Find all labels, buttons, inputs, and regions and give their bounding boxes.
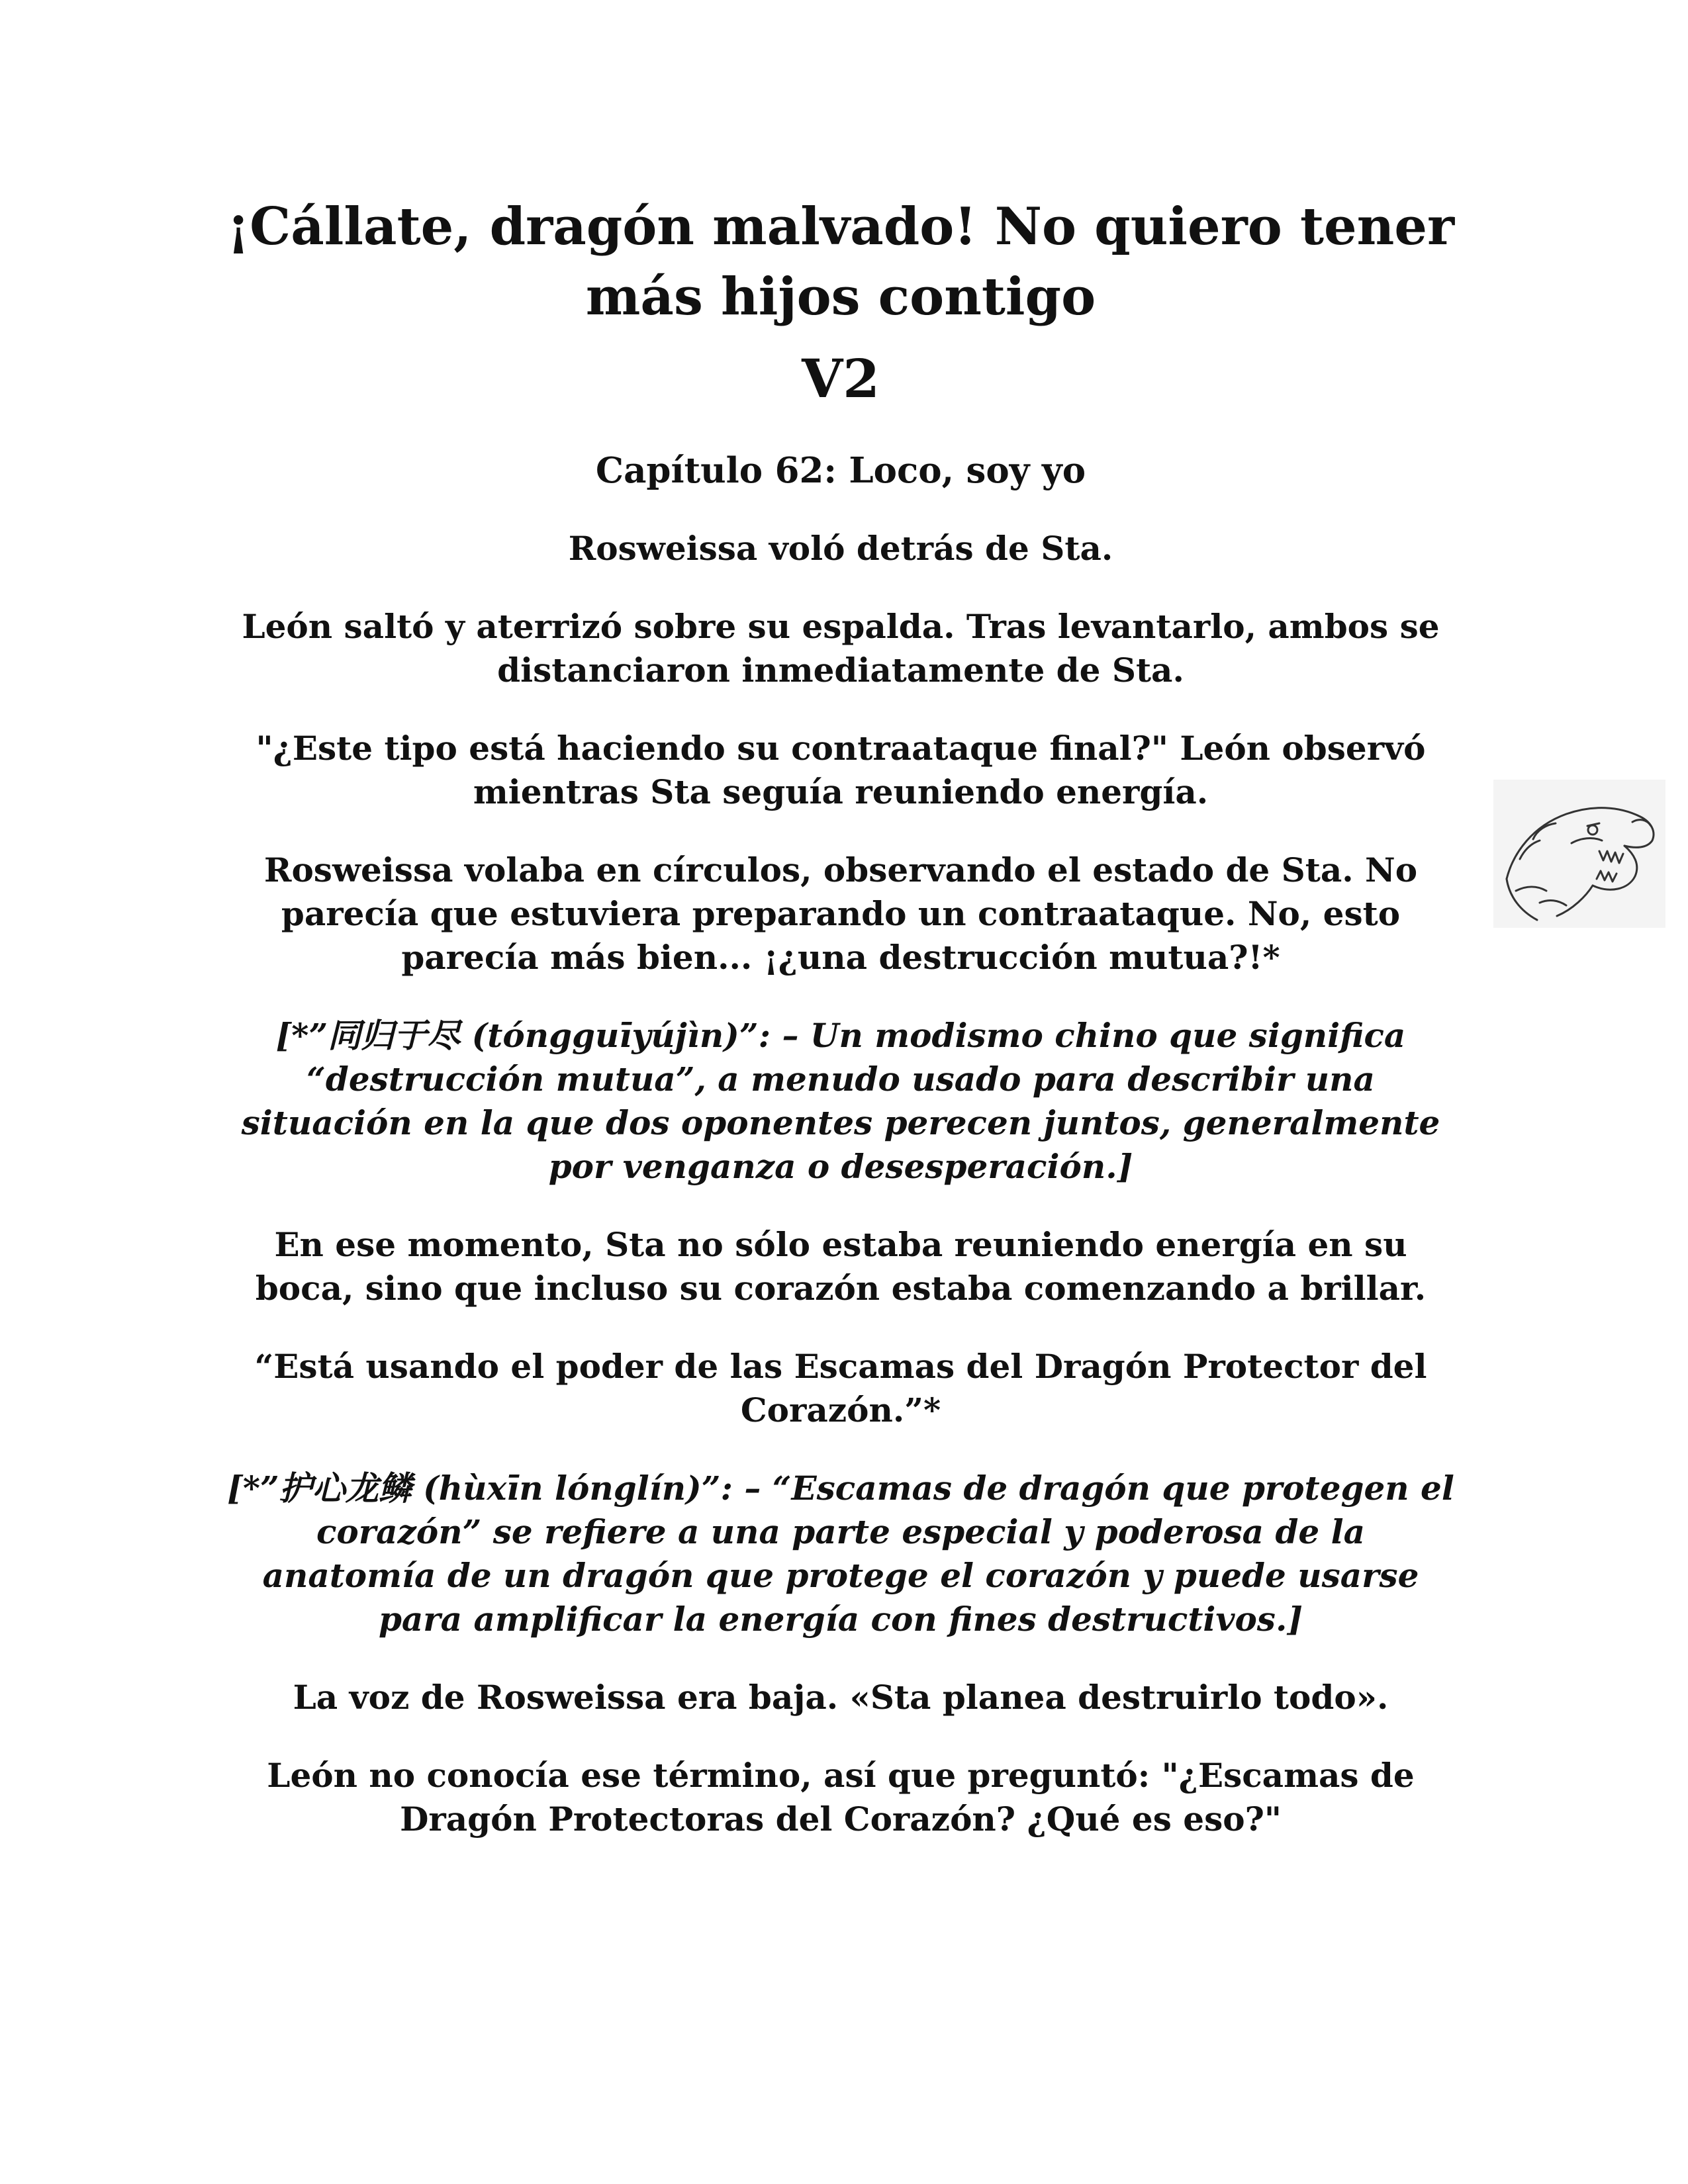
document-body bbox=[225, 192, 1456, 1841]
paragraph: Rosweissa volaba en círculos, observando el estado de Sta. No parecía que estuviera preparando un contraataque. No, esto parecía más bien... ¡¿una destrucción mutua?!* bbox=[263, 850, 1418, 977]
paragraph: Rosweissa voló detrás de Sta. bbox=[568, 529, 1113, 568]
chapter-heading: Capítulo 62: Loco, soy yo bbox=[595, 450, 1086, 491]
translator-note: [*”护心龙鳞 (hùxīn lónglín)”: – “Escamas de dragón que protegen el corazón” se refiere a una parte especial y poderosa de la anatomía de un dragón que protege el corazón y puede usarse para amplificar la energía con fines destructivos.] bbox=[227, 1469, 1454, 1639]
paragraph: León saltó y aterrizó sobre su espalda. Tras levantarlo, ambos se distanciaron inmediatamente de Sta. bbox=[242, 607, 1440, 690]
paragraph: "¿Este tipo está haciendo su contraataque final?" León observó mientras Sta seguía reuniendo energía. bbox=[256, 729, 1426, 811]
dragon-head-sketch-icon bbox=[1493, 780, 1665, 928]
document-title bbox=[225, 192, 1456, 332]
translator-note: [*”同归于尽 (tóngguīyújìn)”: – Un modismo chino que significa “destrucción mutua”, a menudo usado para describir una situación en la que dos oponentes perecen juntos, generalmente por venganza o desesperación.] bbox=[241, 1016, 1440, 1186]
title-line-2: más hijos contigo bbox=[585, 267, 1096, 327]
paragraph: “Está usando el poder de las Escamas del Dragón Protector del Corazón.”* bbox=[254, 1347, 1427, 1430]
paragraph: León no conocía ese término, así que preguntó: "¿Escamas de Dragón Protectoras del Corazón? ¿Qué es eso?" bbox=[267, 1756, 1415, 1839]
volume-label: V2 bbox=[802, 347, 880, 410]
paragraph: La voz de Rosweissa era baja. «Sta planea destruirlo todo». bbox=[293, 1678, 1389, 1717]
paragraph: En ese momento, Sta no sólo estaba reuniendo energía en su boca, sino que incluso su corazón estaba comenzando a brillar. bbox=[255, 1225, 1427, 1308]
title-line-1: ¡Cállate, dragón malvado! No quiero tener bbox=[226, 197, 1455, 257]
